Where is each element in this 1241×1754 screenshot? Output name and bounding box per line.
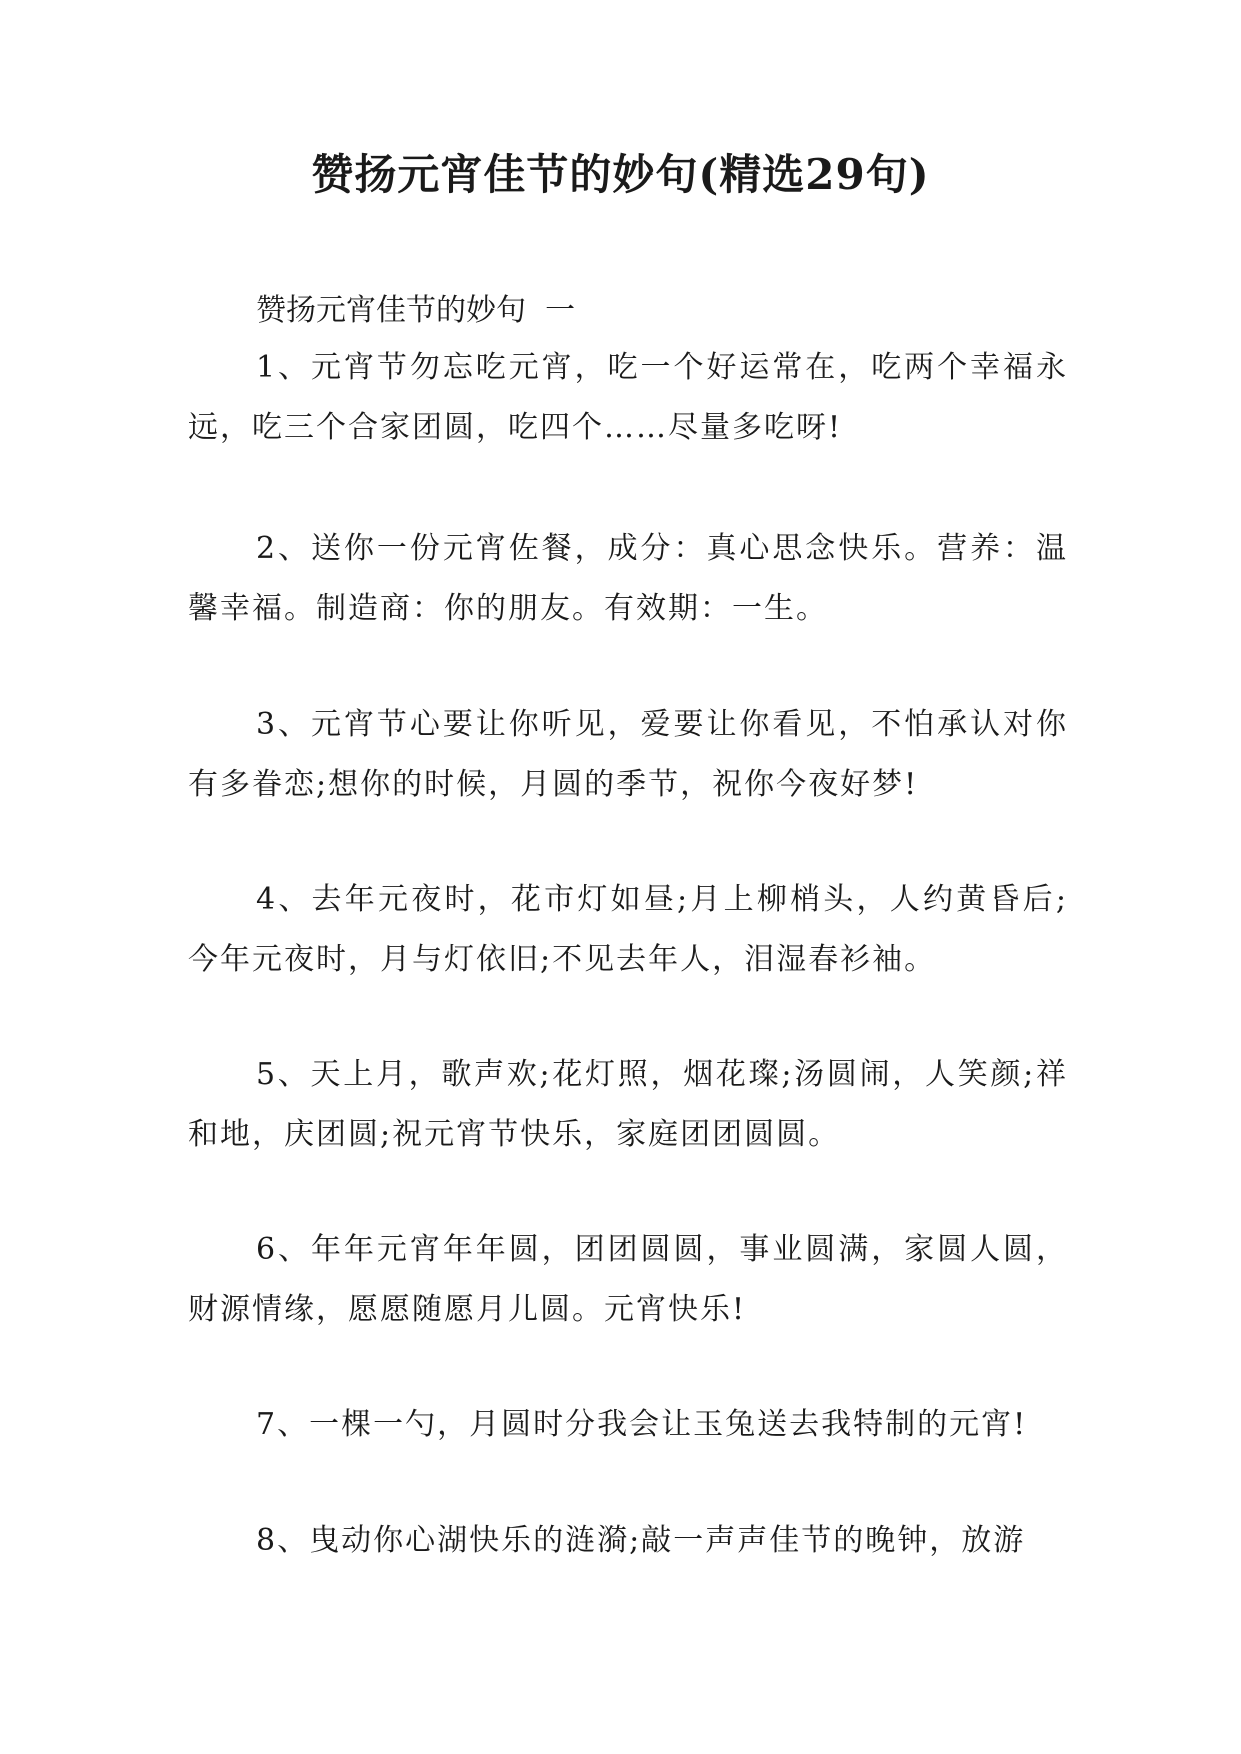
paragraph-7: 7、一棵一勺，月圆时分我会让玉兔送去我特制的元宵! xyxy=(256,1407,1028,1442)
paragraph-4: 4、去年元夜时，花市灯如昼;月上柳梢头，人约黄昏后;今年元夜时，月与灯依旧;不见去年人，泪湿春衫袖。 xyxy=(188,882,1068,977)
paragraph-5: 5、天上月，歌声欢;花灯照，烟花璨;汤圆闹，人笑颜;祥和地，庆团圆;祝元宵节快乐，家庭团团圆圆。 xyxy=(188,1057,1068,1152)
paragraph-8: 8、曳动你心湖快乐的涟漪;敲一声声佳节的晚钟，放游 xyxy=(256,1523,1026,1558)
paragraph-6: 6、年年元宵年年圆，团团圆圆，事业圆满，家圆人圆，财源情缘，愿愿随愿月儿圆。元宵快乐! xyxy=(188,1232,1068,1327)
paragraph-2: 2、送你一份元宵佐餐，成分：真心思念快乐。营养：温馨幸福。制造商：你的朋友。有效期：一生。 xyxy=(188,531,1068,626)
paragraph-3: 3、元宵节心要让你听见，爱要让你看见，不怕承认对你有多眷恋;想你的时候，月圆的季节，祝你今夜好梦! xyxy=(188,707,1068,802)
section-heading: 赞扬元宵佳节的妙句 一 xyxy=(256,293,576,328)
document-title: 赞扬元宵佳节的妙句(精选29句) xyxy=(311,150,930,199)
paragraph-1: 1、元宵节勿忘吃元宵，吃一个好运常在，吃两个幸福永远，吃三个合家团圆，吃四个……尽量多吃呀! xyxy=(188,350,1068,445)
